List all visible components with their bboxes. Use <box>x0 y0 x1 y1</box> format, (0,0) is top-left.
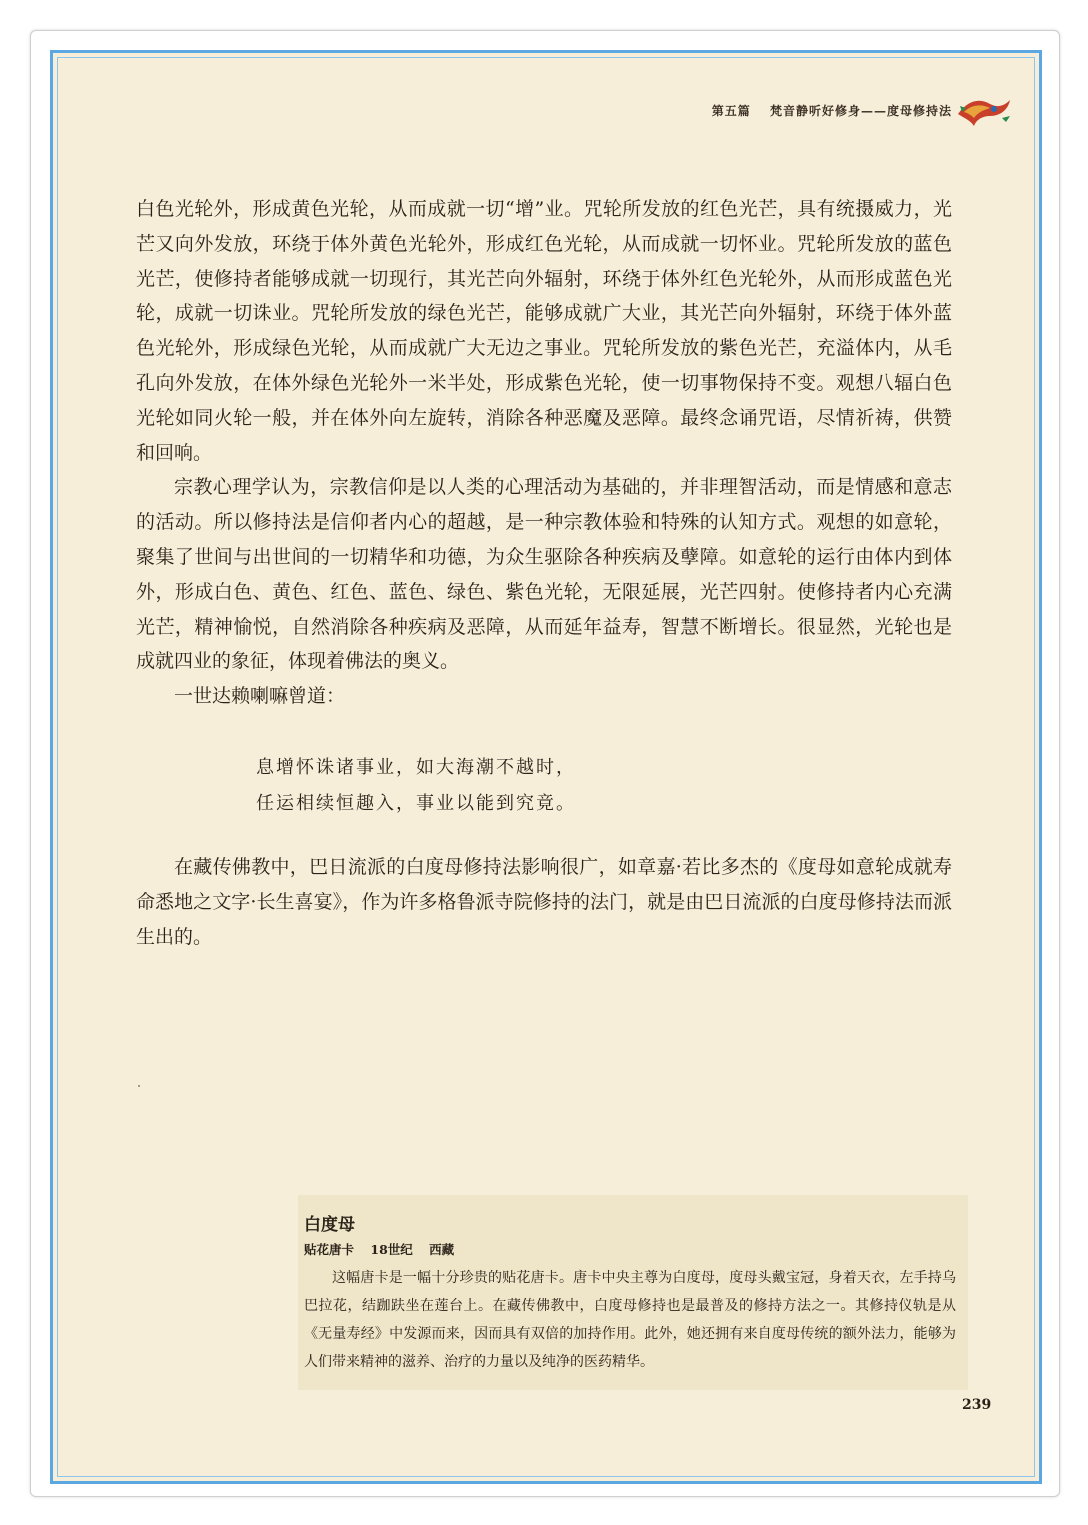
page-number: 239 <box>962 1397 992 1413</box>
paragraph-4: 在藏传佛教中，巴日流派的白度母修持法影响很广，如章嘉·若比多杰的《度母如意轮成就寿命悉地之文字·长生喜宴》，作为许多格鲁派寺院修持的法门，就是由巴日流派的白度母修持法而派生出的。 <box>136 856 952 948</box>
paragraph-1: 白色光轮外，形成黄色光轮，从而成就一切“增”业。咒轮所发放的红色光芒，具有统摄威力，光芒又向外发放，环绕于体外黄色光轮外，形成红色光轮，从而成就一切怀业。咒轮所发放的蓝色光芒，使修持者能够成就一切现行，其光芒向外辐射，环绕于体外红色光轮外，从而形成蓝色光轮，成就一切诛业。咒轮所发放的绿色光芒，能够成就广大业，其光芒向外辐射，环绕于体外蓝色光轮外，形成绿色光轮，从而成就广大无边之事业。咒轮所发放的紫色光芒，充溢体内，从毛孔向外发放，在体外绿色光轮外一米半处，形成紫色光轮，使一切事物保持不变。观想八辐白色光轮如同火轮一般，并在体外向左旋转，消除各种恶魔及恶障。最终念诵咒语，尽情祈祷，供赞和回响。 <box>136 198 952 464</box>
caption-medium: 贴花唐卡 <box>304 1242 355 1257</box>
caption-subtitle <box>304 1240 466 1258</box>
caption-region: 西藏 <box>429 1242 455 1257</box>
header-title: 梵音静听好修身——度母修持法 <box>769 104 952 118</box>
caption-title: 白度母 <box>304 1215 355 1235</box>
stray-dot <box>138 1085 140 1087</box>
poem-line-1: 息增怀诛诸事业，如大海潮不越时， <box>256 757 576 778</box>
poem-line-2: 任运相续恒趣入，事业以能到究竟。 <box>256 793 576 814</box>
closing-paragraph <box>136 850 952 954</box>
header-part: 第五篇 <box>711 104 751 118</box>
flame-dragon-ornament-icon <box>954 92 1014 130</box>
caption-text <box>304 1264 956 1376</box>
paragraph-3: 一世达赖喇嘛曾道： <box>174 685 346 708</box>
running-header <box>712 102 952 119</box>
paragraph-2: 宗教心理学认为，宗教信仰是以人类的心理活动为基础的，并非理智活动，而是情感和意志的活动。所以修持法是信仰者内心的超越，是一种宗教体验和特殊的认知方式。观想的如意轮，聚集了世间与出世间的一切精华和功德，为众生驱除各种疾病及孽障。如意轮的运行由体内到体外，形成白色、黄色、红色、蓝色、绿色、紫色光轮，无限延展，光芒四射。使修持者内心充满光芒，精神愉悦，自然消除各种疾病及恶障，从而延年益寿，智慧不断增长。很显然，光轮也是成就四业的象征，体现着佛法的奥义。 <box>136 476 952 673</box>
poem-quote <box>256 750 576 822</box>
main-text <box>136 192 952 714</box>
caption-century: 18世纪 <box>370 1242 413 1257</box>
caption-paragraph: 这幅唐卡是一幅十分珍贵的贴花唐卡。唐卡中央主尊为白度母，度母头戴宝冠，身着天衣，左手持乌巴拉花，结跏趺坐在莲台上。在藏传佛教中，白度母修持也是最普及的修持方法之一。其修持仪轨是从《无量寿经》中发源而来，因而具有双倍的加持作用。此外，她还拥有来自度母传统的额外法力，能够为人们带来精神的滋养、治疗的力量以及纯净的医药精华。 <box>304 1270 956 1370</box>
